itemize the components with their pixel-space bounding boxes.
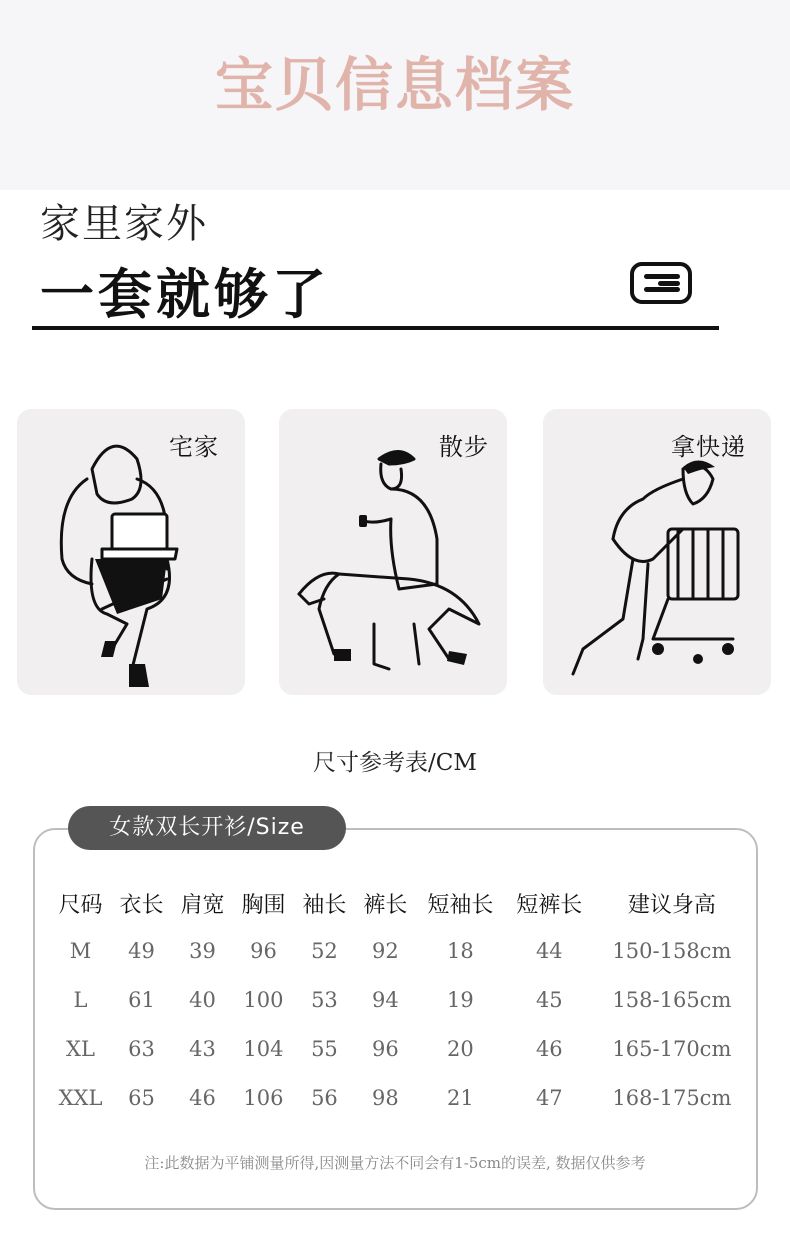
table-cell: 40 (189, 987, 216, 1012)
three-icon (630, 262, 692, 304)
column-header: 尺码 (58, 892, 103, 918)
table-cell: 45 (535, 987, 563, 1012)
scene-label-walk: 散步 (439, 433, 489, 461)
table-cell: 18 (447, 938, 474, 963)
table-cell: 96 (250, 938, 277, 963)
intro-headline: 一套就够了 (40, 263, 330, 326)
page-title: 宝贝信息档案 (214, 51, 575, 119)
size-table (50, 880, 750, 1122)
scene-label-home: 宅家 (169, 433, 219, 461)
column-header: 建议身高 (627, 892, 716, 918)
table-cell: 96 (372, 1036, 399, 1061)
column-header: 袖长 (302, 892, 347, 918)
table-cell: 158-165cm (612, 987, 732, 1012)
table-cell: 56 (311, 1085, 338, 1110)
table-row (50, 1073, 750, 1122)
table-cell: 44 (535, 938, 563, 963)
table-cell: 20 (447, 1036, 474, 1061)
scene-card-home (17, 409, 245, 695)
table-cell: 49 (128, 938, 155, 963)
table-row (50, 1024, 750, 1073)
table-cell: 98 (372, 1085, 399, 1110)
table-cell: L (73, 987, 88, 1012)
table-cell: 63 (128, 1036, 155, 1061)
column-header: 胸围 (241, 892, 286, 918)
scene-label-parcel: 拿快递 (671, 433, 746, 461)
table-cell: 52 (311, 938, 338, 963)
table-cell: 21 (447, 1085, 474, 1110)
headline-divider (32, 326, 719, 330)
table-cell: 150-158cm (612, 938, 732, 963)
measurement-note: 注:此数据为平铺测量所得,因测量方法不同会有1-5cm的误差, 数据仅供参考 (144, 1154, 646, 1172)
table-row (50, 975, 750, 1024)
table-cell: XL (66, 1036, 95, 1061)
size-chart-heading: 尺寸参考表/CM (313, 750, 477, 776)
column-header: 短裤长 (516, 892, 583, 918)
table-cell: 106 (243, 1085, 284, 1110)
table-cell: 168-175cm (612, 1085, 732, 1110)
column-header: 裤长 (363, 892, 408, 918)
size-table-header-row (50, 880, 750, 926)
table-cell: 55 (311, 1036, 338, 1061)
table-cell: 46 (189, 1085, 216, 1110)
table-cell: 47 (535, 1085, 563, 1110)
table-cell: 94 (372, 987, 399, 1012)
size-chart-tag: 女款双长开衫/Size (68, 806, 346, 850)
table-cell: 65 (128, 1085, 155, 1110)
table-cell: 61 (128, 987, 155, 1012)
table-cell: 43 (189, 1036, 216, 1061)
column-header: 衣长 (119, 892, 164, 918)
table-cell: 39 (189, 938, 216, 963)
table-cell: 104 (243, 1036, 284, 1061)
intro-subtitle: 家里家外 (40, 201, 208, 247)
scene-card-parcel (543, 409, 771, 695)
table-row (50, 926, 750, 975)
table-cell: 92 (372, 938, 399, 963)
table-cell: 19 (447, 987, 474, 1012)
table-cell: 46 (535, 1036, 563, 1061)
table-cell: 53 (311, 987, 338, 1012)
table-cell: M (69, 938, 92, 963)
table-cell: 100 (243, 987, 284, 1012)
column-header: 肩宽 (180, 892, 225, 918)
table-cell: 165-170cm (612, 1036, 732, 1061)
column-header: 短袖长 (427, 892, 494, 918)
scene-card-walk (279, 409, 507, 695)
table-cell: XXL (58, 1085, 103, 1110)
